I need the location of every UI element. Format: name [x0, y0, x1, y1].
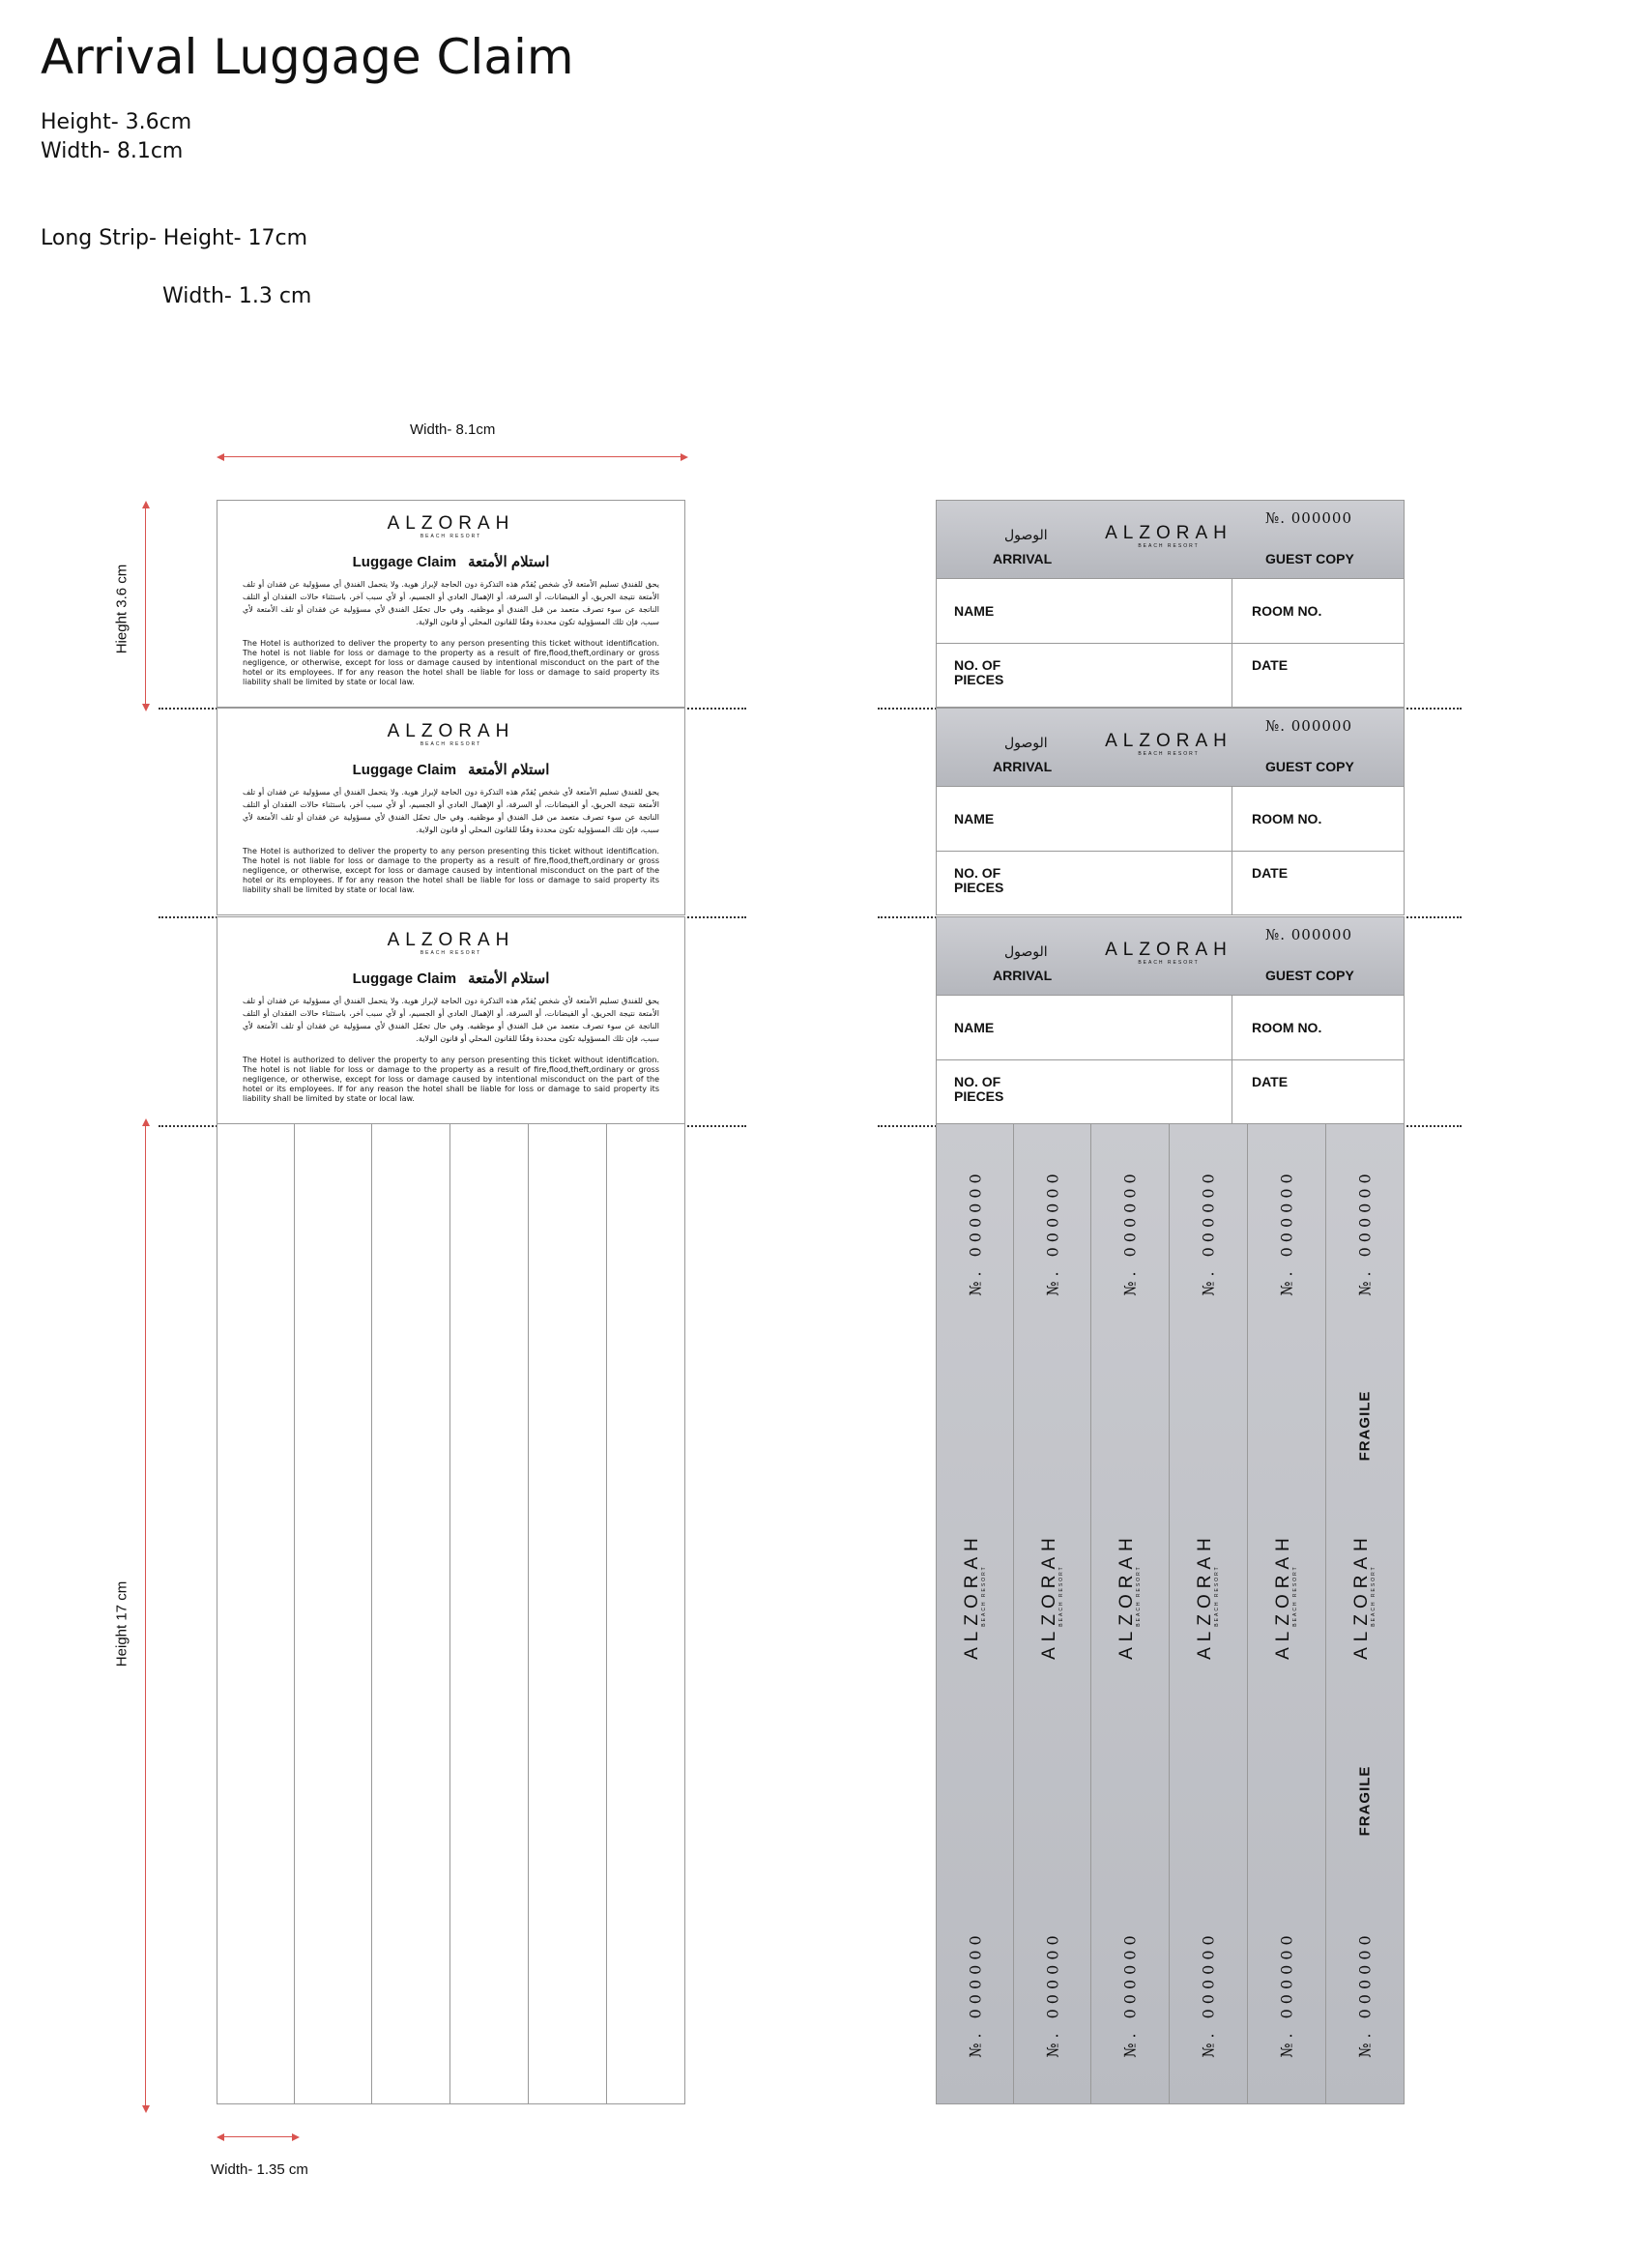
- strip-number: №. 000000: [1120, 1930, 1140, 2058]
- claim-ticket: [217, 708, 685, 915]
- luggage-strip: [936, 1123, 1014, 2104]
- arrival-arabic: الوصول: [1004, 528, 1048, 543]
- room-label: ROOM NO.: [1252, 1020, 1322, 1035]
- guest-copy-label: GUEST COPY: [1265, 968, 1354, 983]
- luggage-strip: [1247, 1123, 1326, 2104]
- arrival-label: ARRIVAL: [993, 759, 1053, 774]
- date-label: DATE: [1252, 1074, 1289, 1089]
- date-label: DATE: [1252, 657, 1289, 673]
- brand-logo: ALZORAH BEACH RESORT: [387, 721, 515, 747]
- divider: [937, 643, 1404, 644]
- brand-logo: ALZORAH BEACH RESORT: [387, 930, 515, 956]
- strip-logo: ALZORAH BEACH RESORT: [1038, 1532, 1064, 1660]
- strip-height-spec: Long Strip- Height- 17cm: [41, 226, 308, 250]
- arrow-up-icon: [142, 1118, 150, 1126]
- name-label: NAME: [954, 603, 995, 619]
- strip-logo: ALZORAH BEACH RESORT: [1116, 1532, 1142, 1660]
- pieces-label: NO. OF PIECES: [954, 657, 1004, 687]
- arrow-right-icon: [292, 2133, 300, 2141]
- brand-logo: ALZORAH BEACH RESORT: [387, 513, 515, 539]
- terms-arabic: يحق للفندق تسليم الأمتعة لأي شخص يُقدّم هذه التذكرة دون الحاجة لإبراز هوية. ولا يتحمل الفندق أي مسؤولية عن فقدان أو تلف الأمتعة نتيجة الحريق، أو الفيضانات، أو السرقة، أو الإهمال العادي أو الجسيم، أو لأي سبب آخر، باستثناء حالات الفقدان أو التلف الناتجة عن سوء تصرف متعمد من قبل الفندق أو موظفيه. وفي حال تحمّل الفندق لأي مسؤولية عن فقدان أو تلف الأمتعة لأي سبب، فإن تلك المسؤولية تكون محددة وفقًا للقانون المحلي أو قانون الولاية.: [243, 580, 659, 626]
- arrival-label: ARRIVAL: [993, 968, 1053, 983]
- width-spec: Width- 8.1cm: [41, 139, 184, 163]
- strip-number: №. 000000: [1199, 1169, 1218, 1296]
- strip-number: №. 000000: [1199, 1930, 1218, 2058]
- blank-strip: [528, 1123, 607, 2104]
- name-label: NAME: [954, 1020, 995, 1035]
- terms-arabic: يحق للفندق تسليم الأمتعة لأي شخص يُقدّم هذه التذكرة دون الحاجة لإبراز هوية. ولا يتحمل الفندق أي مسؤولية عن فقدان أو تلف الأمتعة نتيجة الحريق، أو الفيضانات، أو السرقة، أو الإهمال العادي أو الجسيم، أو لأي سبب آخر، باستثناء حالات الفقدان أو التلف الناتجة عن سوء تصرف متعمد من قبل الفندق أو موظفيه. وفي حال تحمّل الفندق لأي مسؤولية عن فقدان أو تلف الأمتعة لأي سبب، فإن تلك المسؤولية تكون محددة وفقًا للقانون المحلي أو قانون الولاية.: [243, 788, 659, 834]
- strip-number: №. 000000: [1277, 1930, 1296, 2058]
- strip-height-label: Height 17 cm: [113, 1580, 130, 1667]
- luggage-strip: [1090, 1123, 1170, 2104]
- strip-width-spec: Width- 1.3 cm: [162, 284, 312, 308]
- divider: [937, 851, 1404, 852]
- blank-strip: [371, 1123, 450, 2104]
- ticket-number: №. 000000: [1265, 717, 1352, 735]
- blank-strips: [217, 1123, 685, 2104]
- luggage-strip: [1169, 1123, 1248, 2104]
- arrival-arabic: الوصول: [1004, 944, 1048, 960]
- arrow-down-icon: [142, 2105, 150, 2113]
- arrival-label: ARRIVAL: [993, 551, 1053, 566]
- name-label: NAME: [954, 811, 995, 826]
- brand-logo: ALZORAH BEACH RESORT: [1105, 523, 1232, 549]
- date-label: DATE: [1252, 865, 1289, 881]
- blank-strip: [449, 1123, 529, 2104]
- blank-strip: [294, 1123, 372, 2104]
- claim-title: Luggage Claim استلام الأمتعة: [352, 971, 550, 987]
- brand-logo: ALZORAH BEACH RESORT: [1105, 940, 1232, 966]
- strip-height-line: [145, 1121, 146, 2107]
- arrow-left-icon: [217, 453, 224, 461]
- arrow-left-icon: [217, 2133, 224, 2141]
- strip-width-label: Width- 1.35 cm: [211, 2161, 308, 2178]
- ticket-width-line: [220, 456, 682, 457]
- strip-logo: ALZORAH BEACH RESORT: [1195, 1532, 1220, 1660]
- guest-copy-label: GUEST COPY: [1265, 551, 1354, 566]
- brand-logo: ALZORAH BEACH RESORT: [1105, 731, 1232, 757]
- terms-arabic: يحق للفندق تسليم الأمتعة لأي شخص يُقدّم هذه التذكرة دون الحاجة لإبراز هوية. ولا يتحمل الفندق أي مسؤولية عن فقدان أو تلف الأمتعة نتيجة الحريق، أو الفيضانات، أو السرقة، أو الإهمال العادي أو الجسيم، أو لأي سبب آخر، باستثناء حالات الفقدان أو التلف الناتجة عن سوء تصرف متعمد من قبل الفندق أو موظفيه. وفي حال تحمّل الفندق لأي مسؤولية عن فقدان أو تلف الأمتعة لأي سبب، فإن تلك المسؤولية تكون محددة وفقًا للقانون المحلي أو قانون الولاية.: [243, 997, 659, 1043]
- blank-strip: [606, 1123, 685, 2104]
- ticket-number: №. 000000: [1265, 509, 1352, 527]
- guest-ticket: [936, 500, 1405, 708]
- height-spec: Height- 3.6cm: [41, 110, 192, 134]
- arrival-arabic: الوصول: [1004, 736, 1048, 751]
- terms-english: The Hotel is authorized to deliver the property to any person presenting this ticket without identification. The hotel is not liable for loss or damage to the property as a result of fire,flood,theft,ordinary or gross negligence, or otherwise, except for loss or damage caused by intentional misconduct on the part of the hotel or its employees. If for any reason the hotel shall be liable for loss or damage to said property its liability shall be limited by state or local law.: [243, 1056, 659, 1103]
- ticket-width-label: Width- 8.1cm: [410, 421, 496, 438]
- ticket-height-label: Hieght 3.6 cm: [113, 564, 130, 654]
- divider: [937, 578, 1404, 579]
- strip-number: №. 000000: [1043, 1930, 1061, 2058]
- strip-logo: ALZORAH BEACH RESORT: [1273, 1532, 1298, 1660]
- strip-logo: ALZORAH BEACH RESORT: [961, 1532, 987, 1660]
- claim-ticket: [217, 500, 685, 708]
- room-label: ROOM NO.: [1252, 603, 1322, 619]
- claim-ticket: [217, 916, 685, 1124]
- fragile-label: FRAGILE: [1356, 1765, 1374, 1837]
- strip-number: №. 000000: [1355, 1169, 1375, 1296]
- fragile-label: FRAGILE: [1356, 1390, 1374, 1462]
- guest-copy-label: GUEST COPY: [1265, 759, 1354, 774]
- luggage-strip: [1013, 1123, 1091, 2104]
- arrow-down-icon: [142, 704, 150, 711]
- divider: [937, 786, 1404, 787]
- guest-ticket: [936, 708, 1405, 915]
- claim-title: Luggage Claim استلام الأمتعة: [352, 762, 550, 778]
- pieces-label: NO. OF PIECES: [954, 865, 1004, 895]
- arrow-right-icon: [681, 453, 688, 461]
- luggage-strips: [936, 1123, 1405, 2104]
- strip-width-line: [220, 2136, 294, 2137]
- strip-number: №. 000000: [1355, 1930, 1375, 2058]
- guest-ticket: [936, 916, 1405, 1124]
- ticket-height-line: [145, 503, 146, 708]
- blank-strip: [217, 1123, 295, 2104]
- strip-number: №. 000000: [1120, 1169, 1140, 1296]
- pieces-label: NO. OF PIECES: [954, 1074, 1004, 1104]
- terms-english: The Hotel is authorized to deliver the property to any person presenting this ticket without identification. The hotel is not liable for loss or damage to the property as a result of fire,flood,theft,ordinary or gross negligence, or otherwise, except for loss or damage caused by intentional misconduct on the part of the hotel or its employees. If for any reason the hotel shall be liable for loss or damage to said property its liability shall be limited by state or local law.: [243, 639, 659, 686]
- strip-number: №. 000000: [1043, 1169, 1061, 1296]
- divider: [937, 995, 1404, 996]
- room-label: ROOM NO.: [1252, 811, 1322, 826]
- divider: [937, 1059, 1404, 1060]
- arrow-up-icon: [142, 501, 150, 508]
- claim-title: Luggage Claim استلام الأمتعة: [352, 554, 550, 570]
- strip-number: №. 000000: [966, 1930, 984, 2058]
- ticket-number: №. 000000: [1265, 926, 1352, 943]
- terms-english: The Hotel is authorized to deliver the property to any person presenting this ticket without identification. The hotel is not liable for loss or damage to the property as a result of fire,flood,theft,ordinary or gross negligence, or otherwise, except for loss or damage caused by intentional misconduct on the part of the hotel or its employees. If for any reason the hotel shall be liable for loss or damage to said property its liability shall be limited by state or local law.: [243, 847, 659, 894]
- page-title: Arrival Luggage Claim: [41, 29, 574, 85]
- luggage-strip-fragile: [1325, 1123, 1405, 2104]
- strip-number: №. 000000: [1277, 1169, 1296, 1296]
- strip-logo: ALZORAH BEACH RESORT: [1351, 1532, 1377, 1660]
- strip-number: №. 000000: [966, 1169, 984, 1296]
